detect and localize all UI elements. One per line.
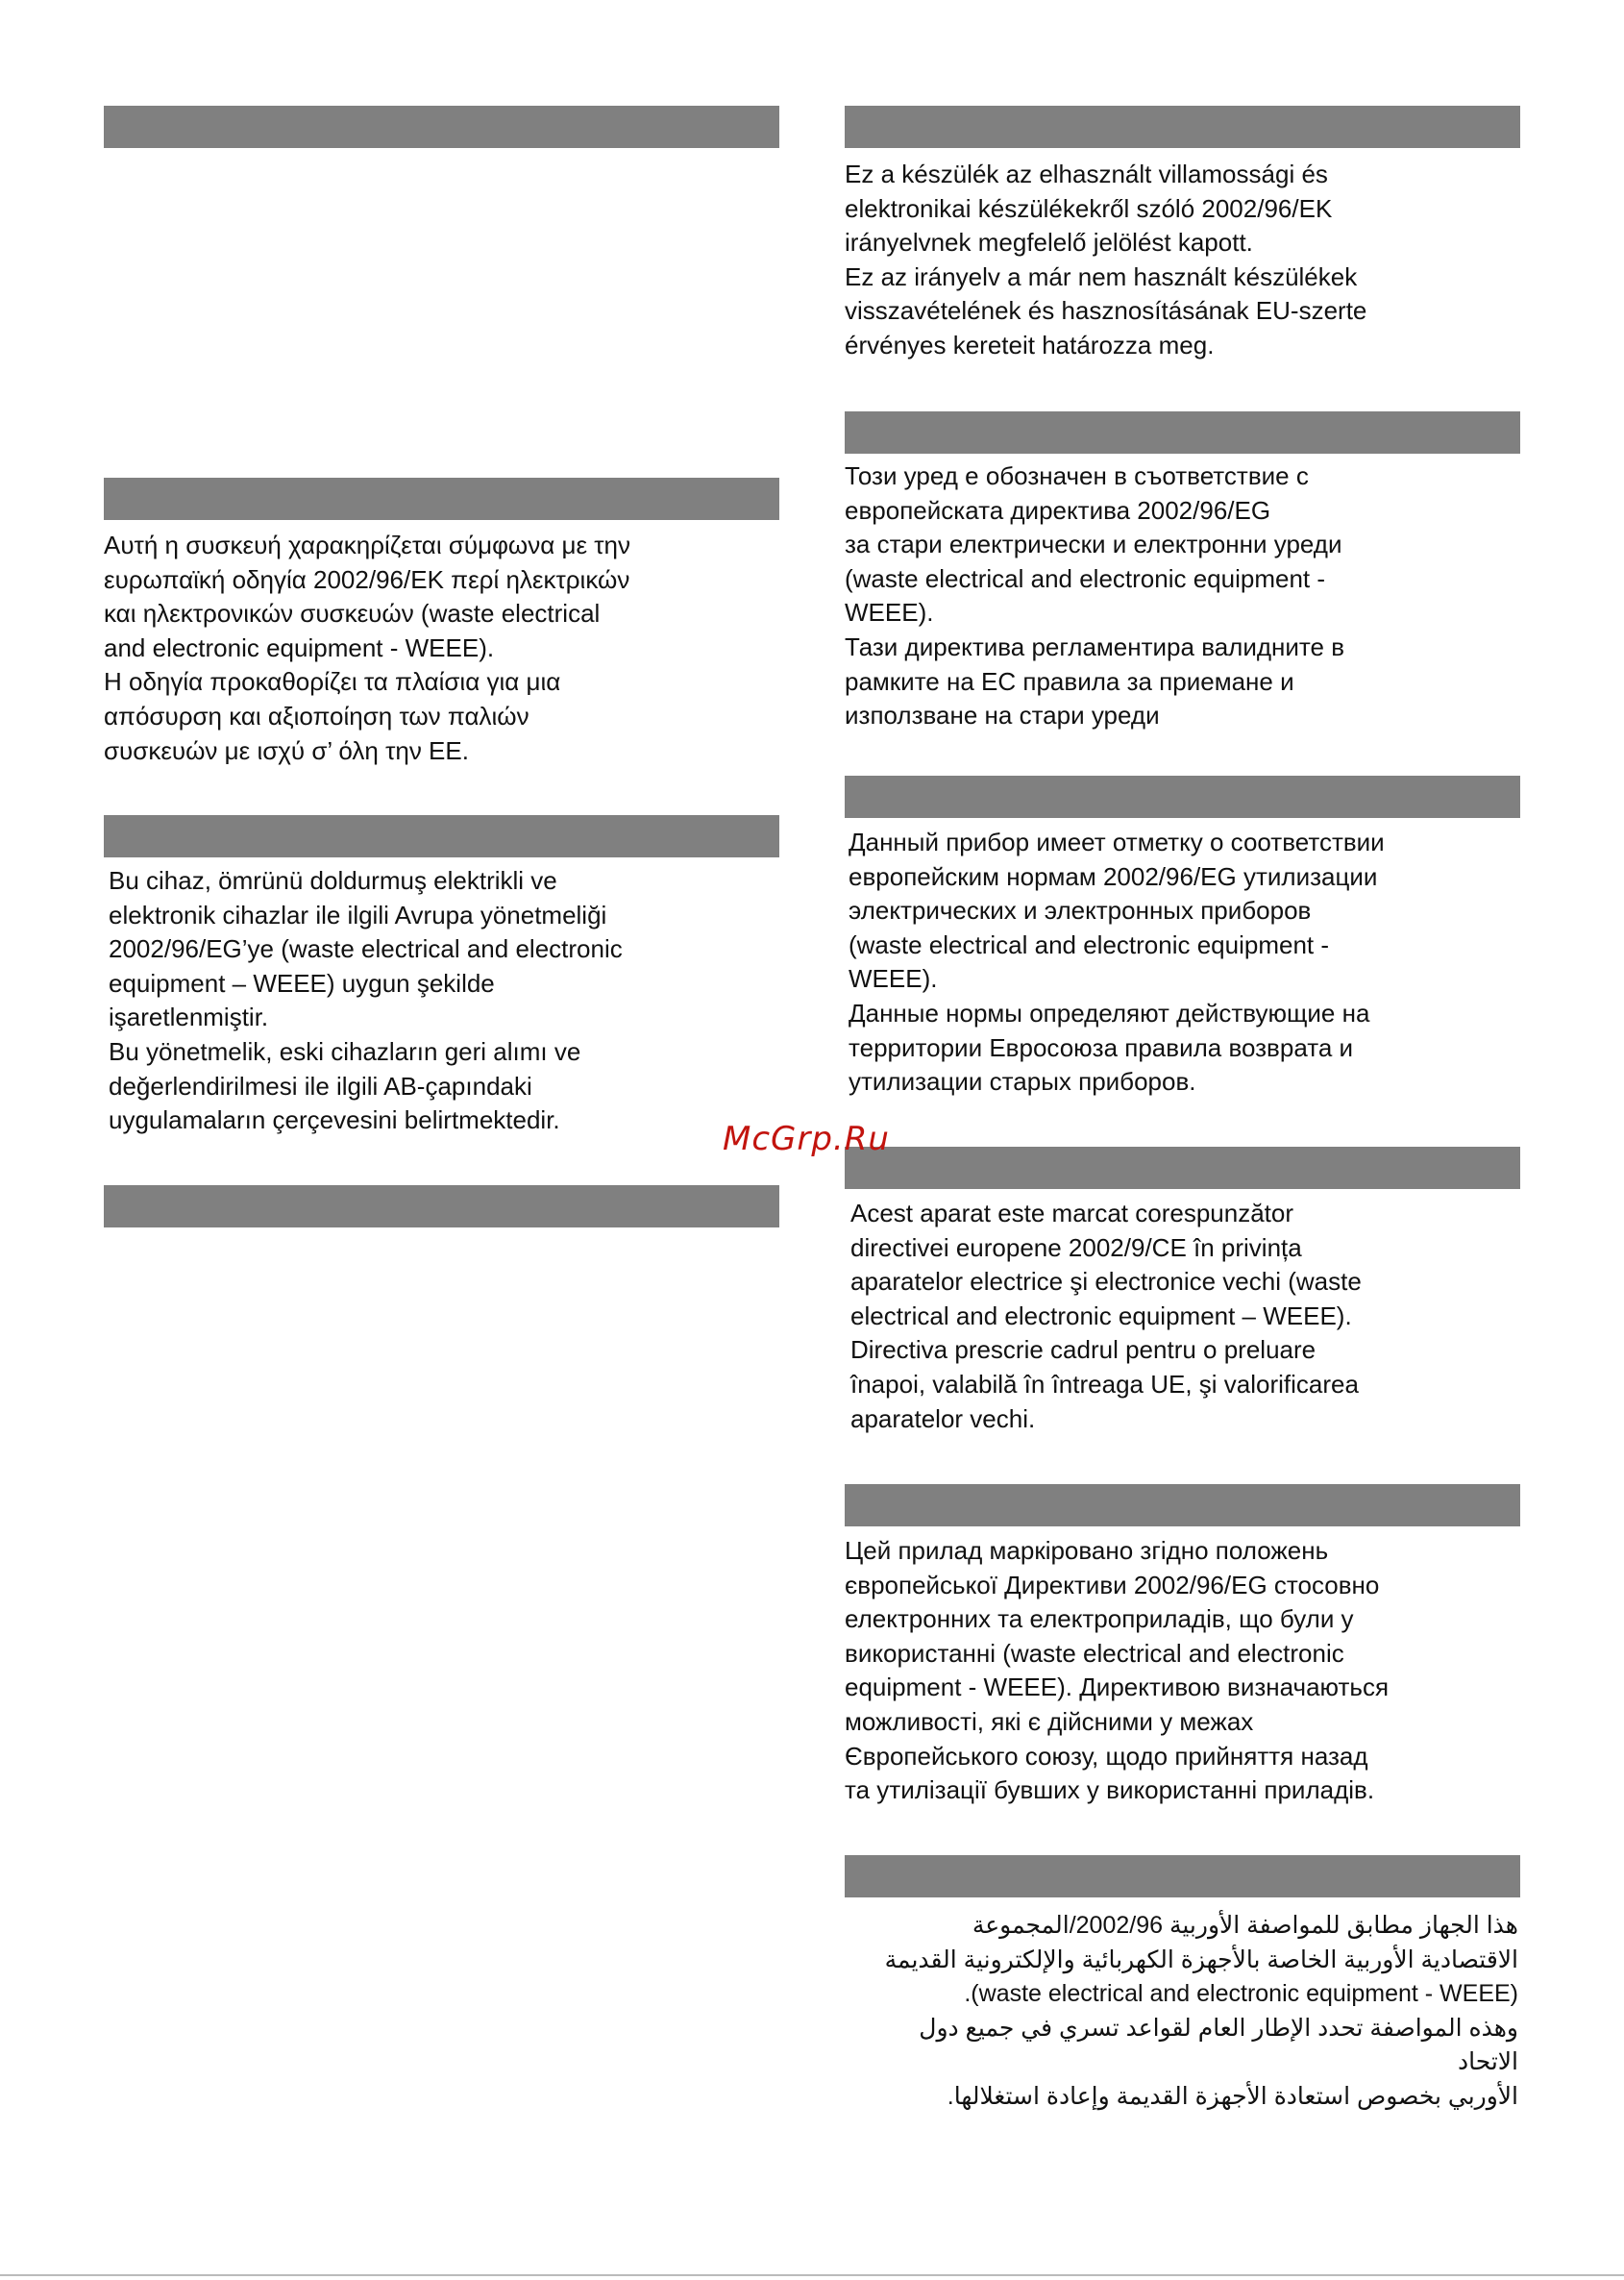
section-header-bar-hungarian [845,106,1520,148]
section-header-bar-left-1 [104,106,779,148]
greek-paragraph: Αυτή η συσκευή χαρακηρίζεται σύμφωνα με την ευρωπαϊκή οδηγία 2002/96/EK περί ηλεκτρικών και ηλεκτρονικών συσκευών (waste electrical and electronic equipment - WEEE). H οδηγία προκαθορίζει τα πλαίσια για μια απόσυρση και αξιοποίηση των παλιών συσκευών με ισχύ σ’ όλη την ΕΕ. [104,531,631,765]
hungarian-paragraph: Ez a készülék az elhasznált villamossági és elektronikai készülékekről szóló 2002/96/EK irányelvnek megfelelő jelölést kapott. Ez az irányelv a már nem használt készülékek visszavételének és hasznosításának EU-szerte érvényes kereteit határozza meg. [845,160,1367,359]
romanian-paragraph: Acest aparat este marcat corespunzător directivei europene 2002/9/CE în privința aparatelor electrice şi electronice vechi (waste electrical and electronic equipment – WEEE). Directiva prescrie cadrul pentru o preluare înapoi, valabilă în întreaga UE, şi valorificarea aparatelor vechi. [850,1199,1362,1433]
section-header-bar-ukrainian [845,1484,1520,1526]
bulgarian-paragraph: Този уред е обозначен в съответствие с европейската директива 2002/96/EG за стари електрически и електронни уреди (waste electrical and electronic equipment - WEEE). Тази директива регламентира валидните в рамките на ЕС правила за приемане и използване на стари уреди [845,461,1345,731]
russian-paragraph: Данный прибор имеет отметку о соответствии европейским нормам 2002/96/EG утилизации электрических и электронных приборов (waste electrical and electronic equipment - WEEE). Данные нормы определяют действующие на территории Евросоюза правила возврата и утилизации старых приборов. [849,828,1385,1097]
turkish-paragraph: Bu cihaz, ömrünü doldurmuş elektrikli ve elektronik cihazlar ile ilgili Avrupa yönetmeliği 2002/96/EG’ye (waste electrical and electronic equipment – WEEE) uygun şekilde işaretlenmiştir. Bu yönetmelik, eski cihazların geri alımı ve değerlendirilmesi ile ilgili AB-çapındaki uygulamaların çerçevesini belirtmektedir. [109,866,623,1135]
section-header-bar-greek [104,478,779,520]
section-header-bar-turkish [104,815,779,857]
section-header-bar-arabic [845,1855,1520,1897]
watermark: McGrp.Ru [723,1120,890,1158]
page-bottom-rule [0,2274,1624,2276]
arabic-paragraph: هذا الجهاز مطابق للمواصفة الأوربية 2002/96/المجموعة الاقتصادية الأوربية الخاصة بالأجهزة الكهربائية والإلكترونية القديمة (waste electrical and electronic equipment - WEEE). وهذه المواصفة تحدد الإطار العام لقواعد تسري في جميع دول الاتحاد الأوربي بخصوص استعادة الأجهزة القديمة وإعادة استغلالها. [884,1912,1518,2110]
section-header-bar-left-4 [104,1185,779,1227]
section-header-bar-romanian [845,1147,1520,1189]
section-header-bar-russian [845,776,1520,818]
section-header-bar-bulgarian [845,411,1520,454]
ukrainian-paragraph: Цей прилад маркіровано згідно положень європейської Директиви 2002/96/EG стосовно електронних та електроприладів, що були у використанні (waste electrical and electronic equipment - WEEE). Директивою визначаються можливості, які є дійсними у межах Європейського союзу, щодо прийняття назад та утилізації бувших у використанні приладів. [845,1536,1390,1805]
